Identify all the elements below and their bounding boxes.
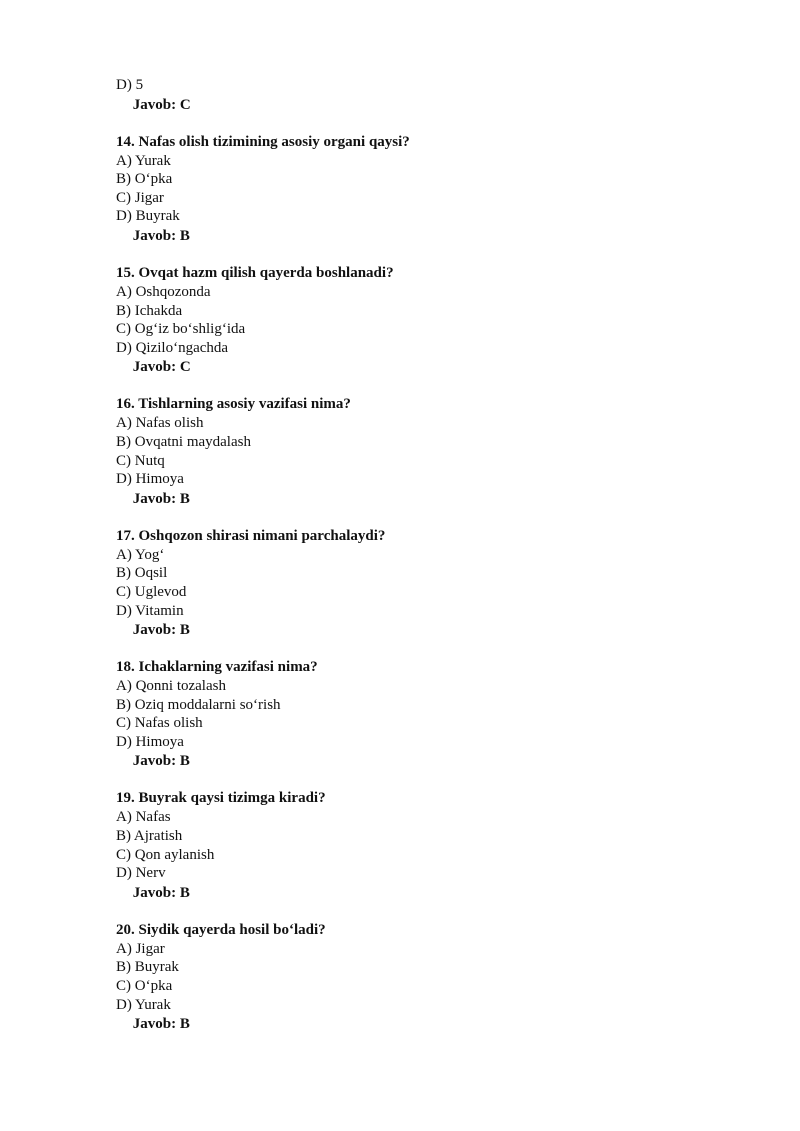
option-d: D) Buyrak — [116, 208, 180, 225]
document-content — [116, 76, 716, 1035]
answer-line — [116, 751, 716, 772]
option-c: C) Nafas olish — [116, 715, 203, 732]
question-19 — [116, 789, 716, 903]
option-d: D) Himoya — [116, 733, 184, 750]
option-b: B) Ichakda — [116, 302, 183, 319]
question-14 — [116, 133, 716, 247]
option-b: B) Ovqatni maydalash — [116, 433, 251, 450]
answer-text: Javob: B — [132, 753, 190, 770]
option-c: C) Qon aylanish — [116, 846, 215, 863]
option-c: C) Og‘iz bo‘shlig‘ida — [116, 321, 246, 338]
option-d: D) Qizilo‘ngachda — [116, 339, 229, 356]
question-16 — [116, 395, 716, 509]
answer-line — [116, 489, 716, 510]
answer-line — [116, 1014, 716, 1035]
option-b: B) Oqsil — [116, 565, 168, 582]
question-title: 20. Siydik qayerda hosil bo‘ladi? — [116, 921, 326, 938]
option-d: D) Yurak — [116, 996, 171, 1013]
option-a: A) Yog‘ — [116, 546, 165, 563]
answer-line — [116, 357, 716, 378]
option-a: A) Yurak — [116, 152, 171, 169]
answer-text: Javob: B — [132, 1016, 190, 1033]
answer-text: Javob: C — [132, 96, 191, 113]
option-d: D) Vitamin — [116, 602, 184, 619]
option-c: C) Jigar — [116, 189, 164, 206]
question-17 — [116, 527, 716, 641]
answer-line — [116, 620, 716, 641]
answer-text: Javob: B — [132, 884, 190, 901]
answer-line — [116, 883, 716, 904]
option-d: D) Nerv — [116, 865, 166, 882]
option-a: A) Qonni tozalash — [116, 678, 226, 695]
answer-text: Javob: B — [132, 622, 190, 639]
option-a: A) Jigar — [116, 940, 165, 957]
option-c: C) O‘pka — [116, 978, 173, 995]
option-b: B) Oziq moddalarni so‘rish — [116, 696, 281, 713]
option-b: B) Ajratish — [116, 828, 183, 845]
option-b: B) O‘pka — [116, 171, 173, 188]
answer-text: Javob: B — [132, 227, 190, 244]
option-c: C) Nutq — [116, 452, 165, 469]
question-title: 14. Nafas olish tizimining asosiy organi qaysi? — [116, 133, 410, 150]
question-15 — [116, 264, 716, 378]
option-d: D) Himoya — [116, 471, 184, 488]
option-a: A) Nafas olish — [116, 415, 204, 432]
answer-text: Javob: C — [132, 359, 191, 376]
answer-line — [116, 226, 716, 247]
answer-line — [116, 95, 716, 116]
option-a: A) Oshqozonda — [116, 283, 211, 300]
question-title: 15. Ovqat hazm qilish qayerda boshlanadi? — [116, 264, 394, 281]
option-a: A) Nafas — [116, 809, 171, 826]
option-b: B) Buyrak — [116, 959, 179, 976]
question-title: 19. Buyrak qaysi tizimga kiradi? — [116, 790, 326, 807]
question-title: 16. Tishlarning asosiy vazifasi nima? — [116, 396, 351, 413]
question-18 — [116, 658, 716, 772]
answer-text: Javob: B — [132, 490, 190, 507]
option-d: D) 5 — [116, 77, 144, 93]
question-title: 17. Oshqozon shirasi nimani parchalaydi? — [116, 527, 386, 544]
question-20 — [116, 921, 716, 1035]
option-c: C) Uglevod — [116, 583, 187, 600]
question-title: 18. Ichaklarning vazifasi nima? — [116, 659, 318, 676]
